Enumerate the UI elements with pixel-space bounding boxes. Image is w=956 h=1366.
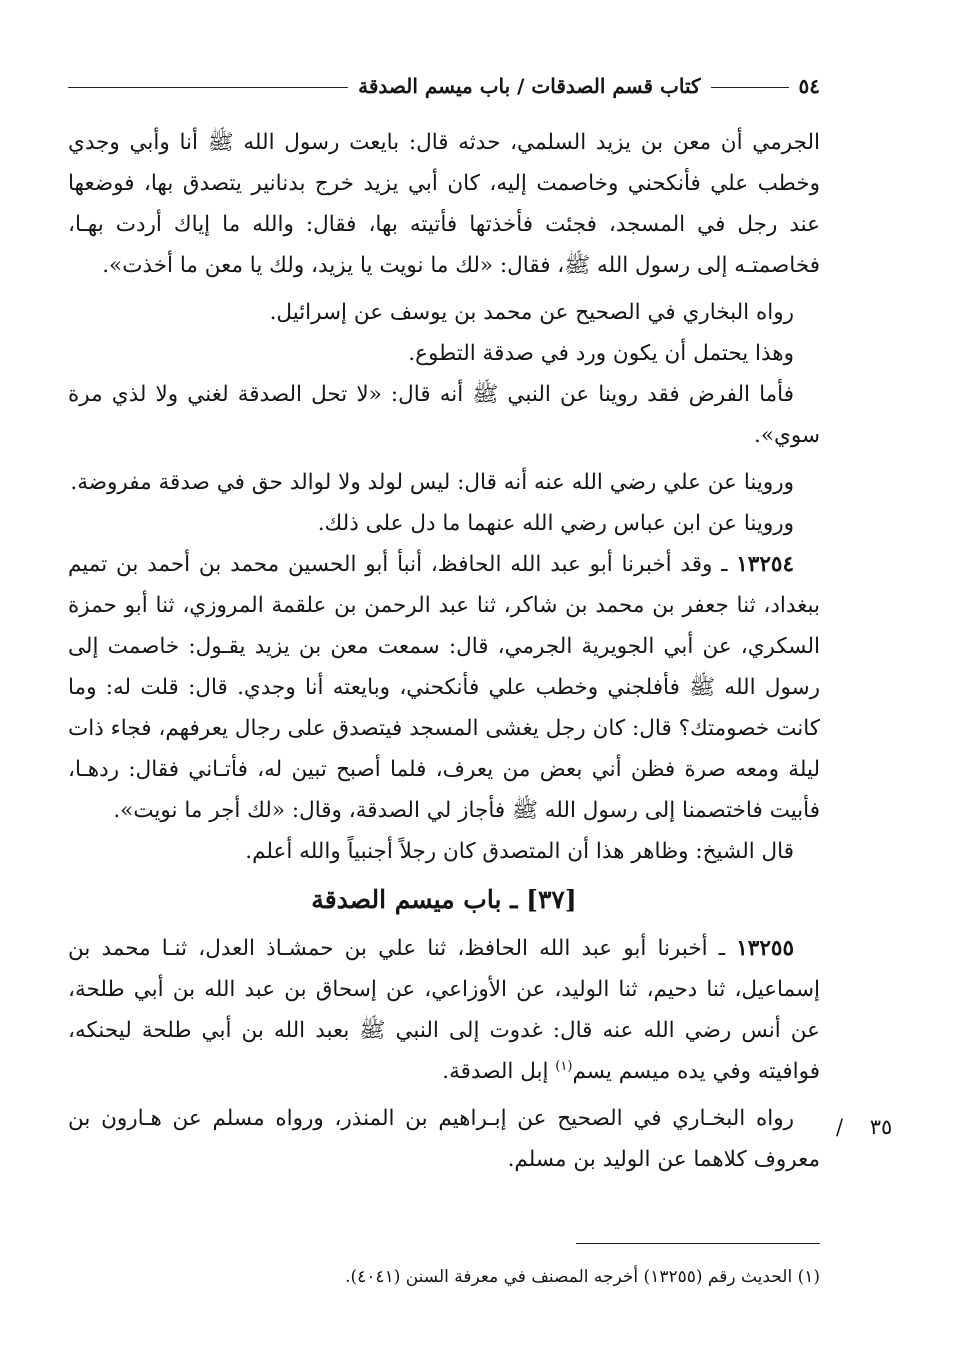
paragraph-1: الجرمي أن معن بن يزيد السلمي، حدثه قال: بايعت رسول الله ﷺ أنا وأبي وجدي وخطب علي فأنكحني وخاصمت إليه، كان أبي يزيد خرج بدنانير يتصدق بها، فوضعها عند رجل في المسجد، فجئت فأخذتها فأتيته بها، فقال: والله ما إياك أردت بهـا، فخاصمتـه إلى رسول الله ﷺ، فقال: «لك ما نويت يا يزيد، ولك يا معن ما أخذت». <box>68 130 820 278</box>
section-title: [٣٧] ـ باب ميسم الصدقة <box>311 885 577 914</box>
paragraph-3: وهذا يحتمل أن يكون ورد في صدقة التطوع. <box>408 341 794 366</box>
paragraph-2: رواه البخاري في الصحيح عن محمد بن يوسف عن إسرائيل. <box>269 300 794 325</box>
footnote-separator <box>576 1243 820 1244</box>
hadith-number: ١٣٢٥٤ <box>736 552 794 577</box>
margin-page-reference <box>836 1112 892 1142</box>
header-rule-right <box>711 87 789 88</box>
footnote: (١) الحديث رقم (١٣٢٥٥) أخرجه المصنف في معرفة السنن (٤٠٤١). <box>345 1267 820 1287</box>
hadith-13255 <box>68 928 820 1092</box>
hadith-number: ١٣٢٥٥ <box>736 936 794 961</box>
hadith-13254 <box>68 544 820 831</box>
paragraph-10: رواه البخـاري في الصحيح عن إبـراهيم بن المنذر، ورواه مسلم عن هـارون بن معروف كلاهما عن الوليد بن مسلم. <box>68 1106 820 1172</box>
paragraph-4: فأما الفرض فقد روينا عن النبي ﷺ أنه قال: «لا تحل الصدقة لغني ولا لذي مرة سوي». <box>68 382 820 448</box>
header-rule-left <box>68 87 348 88</box>
margin-page-number: ٣٥ <box>869 1115 893 1139</box>
main-text <box>68 122 820 1180</box>
page-header <box>68 66 820 106</box>
footnote-reference[interactable]: (١) <box>555 1058 573 1074</box>
hadith-text: ـ أخبرنا أبو عبد الله الحافظ، ثنا علي بن حمشـاذ العدل، ثنـا محمد بن إسماعيل، ثنا دحيم، ثنا الوليد، عن الأوزاعي، عن إسحاق بن عبد الله بن أبي طلحة، عن أنس رضي الله عنه قال: غدوت إلى النبي ﷺ بعبد الله بن أبي طلحة ليحنكه، فوافيته وفي يده ميسم يسم <box>68 936 820 1084</box>
running-title: كتاب قسم الصدقات / باب ميسم الصدقة <box>358 74 701 98</box>
page-break-slash: / <box>836 1115 844 1139</box>
paragraph-6: وروينا عن ابن عباس رضي الله عنهما ما دل على ذلك. <box>317 511 794 536</box>
hadith-text: ـ وقد أخبرنا أبو عبد الله الحافظ، أنبأ أبو الحسين محمد بن أحمد بن تميم ببغداد، ثنا جعفر بن محمد بن شاكر، ثنا عبد الرحمن بن علقمة المروزي، ثنا أبو حمزة السكري، عن أبي الجويرية الجرمي، قال: سمعت معن بن يزيد يقـول: خاصمت إلى رسول الله ﷺ فأفلجني وخطب علي فأنكحني، وبايعته أنا وجدي. قال: قلت له: وما كانت خصومتك؟ قال: كان رجل يغشى المسجد فيتصدق على رجال يعرفهم، فجاء ذات ليلة ومعه صرة فظن أني بعض من يعرف، فلما أصبح تبين له، فأتـاني فقال: ردهـا، فأبيت فاختصمنا إلى رسول الله ﷺ فأجاز لي الصدقة، وقال: «لك أجر ما نويت». <box>68 552 820 823</box>
hadith-text-end: إبل الصدقة. <box>442 1059 549 1084</box>
page-number: ٥٤ <box>798 74 820 98</box>
paragraph-5: وروينا عن علي رضي الله عنه أنه قال: ليس لولد ولا لوالد حق في صدقة مفروضة. <box>70 470 794 495</box>
paragraph-8: قال الشيخ: وظاهر هذا أن المتصدق كان رجلاً أجنبياً والله أعلم. <box>245 839 794 864</box>
